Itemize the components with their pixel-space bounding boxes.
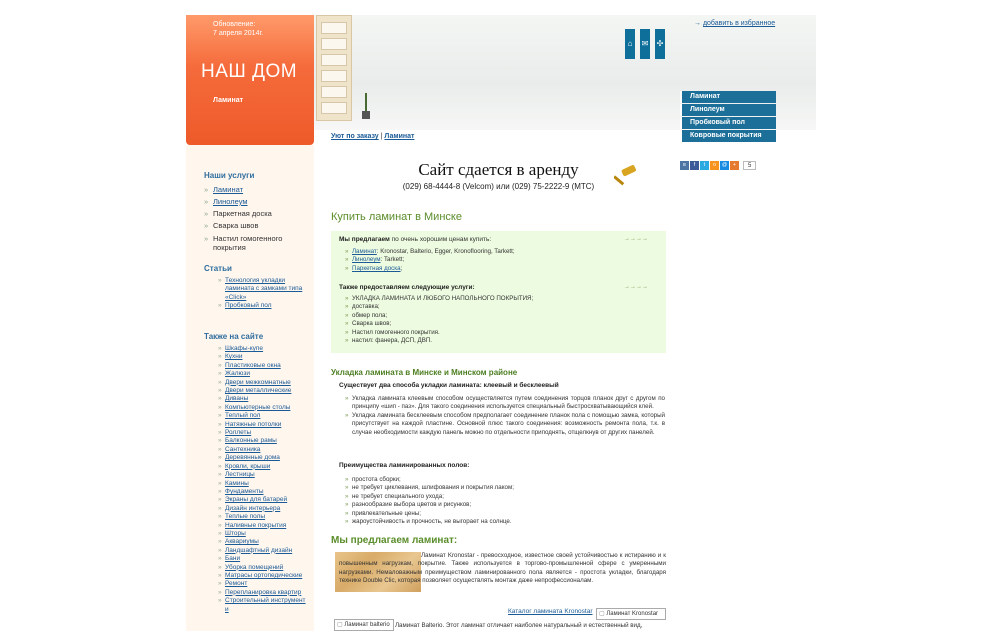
service-link-laminate[interactable]: Ламинат	[213, 185, 244, 194]
also-list-item-text[interactable]: Натяжные потолки	[225, 420, 282, 428]
also-list-item-text[interactable]: Ремонт	[225, 580, 248, 588]
also-list-item[interactable]	[218, 429, 310, 437]
also-list-item-text[interactable]: Наливные покрытия	[225, 521, 287, 529]
also-list	[218, 345, 310, 614]
breadcrumb: Уют по заказу | Ламинат	[331, 133, 415, 140]
service-provided-item-text: Настил гомогенного покрытия.	[352, 328, 440, 336]
article-link[interactable]: Технология укладки ламината с замками типа «Click»	[225, 277, 303, 301]
advantage-item	[345, 493, 665, 501]
also-list-item-text[interactable]: Диваны	[225, 395, 249, 403]
article-item	[218, 277, 310, 302]
advantage-item	[345, 501, 665, 509]
advantage-item-text: не требует специального ухода;	[352, 492, 444, 500]
also-list-item[interactable]	[218, 353, 310, 361]
also-list-item[interactable]	[218, 463, 310, 471]
also-list-item-text[interactable]: Шторы	[225, 529, 246, 537]
service-homogeneous: Настил гомогенного покрытия	[213, 234, 283, 252]
also-list-item-text[interactable]: Фундаменты	[225, 487, 264, 495]
also-list-item[interactable]	[218, 564, 310, 572]
also-list-item[interactable]	[218, 345, 310, 353]
advantage-item	[345, 518, 665, 526]
advantage-item-text: привлекательные цены;	[352, 509, 421, 517]
also-list-item[interactable]	[218, 522, 310, 530]
also-list-item[interactable]	[218, 547, 310, 555]
also-list-item-text[interactable]: Лестницы	[225, 471, 255, 479]
articles-list	[218, 277, 310, 311]
also-list-item[interactable]	[218, 580, 310, 588]
buy-item: » Ламинат: Kronostar, Balterio, Egger, Kronoflooring, Tarkett;	[345, 248, 515, 256]
arrows-decor: →→→→	[624, 236, 648, 242]
current-section: Ламинат	[213, 97, 244, 104]
also-list-item[interactable]	[218, 379, 310, 387]
kronostar-image[interactable]: ▢ Ламинат Kronostar	[596, 608, 666, 620]
service-welding: Сварка швов	[213, 221, 259, 230]
brand-block	[186, 15, 314, 145]
services-provided-list	[345, 295, 533, 345]
methods-list	[345, 395, 665, 437]
advantage-item-text: разнообразие выбора цветов и рисунков;	[352, 501, 472, 509]
top-nav-linoleum[interactable]: Линолеум	[680, 104, 776, 116]
service-item	[204, 184, 304, 196]
buy-link-laminate[interactable]: Ламинат	[352, 248, 377, 255]
service-provided-item	[345, 295, 533, 303]
also-list-item-text[interactable]: Теплые полы	[225, 513, 266, 521]
also-list-item[interactable]	[218, 480, 310, 488]
also-list-item[interactable]	[218, 513, 310, 521]
also-list-item-text[interactable]: Пластиковые окна	[225, 361, 281, 369]
also-list-item-text[interactable]: Теплый пол	[225, 412, 261, 420]
also-list-item-text[interactable]: Дизайн интерьера	[225, 504, 281, 512]
service-item	[204, 232, 304, 252]
buy-link-parquet[interactable]: Паркетная доска	[352, 264, 401, 272]
home-icon[interactable]: ⌂	[625, 29, 635, 59]
also-list-item-text[interactable]: Перепланировка квартир	[225, 588, 302, 596]
also-provide-heading: Также предоставляем следующие услуги:	[339, 284, 475, 291]
also-list-item-text[interactable]: Сантехника	[225, 445, 261, 453]
services-list	[204, 184, 304, 252]
advantage-item	[345, 484, 665, 492]
top-nav-cork-floor[interactable]: Пробковый пол	[680, 117, 776, 129]
services-heading: Наши услуги	[204, 171, 255, 180]
also-list-item-text[interactable]: Роллеты	[225, 429, 252, 437]
service-item	[204, 220, 304, 232]
also-list-item-text[interactable]: Жалюзи	[225, 370, 250, 378]
also-list-item[interactable]	[218, 395, 310, 403]
service-provided-item-text: доставка;	[352, 303, 380, 311]
kronostar-text: Ламинат Kronostar - превосходное, известное своей устойчивостью к истиранию и к повышенным нагрузкам, покрытие. Также используется в торгово-промышленной сфере с умеренными нагрузками. Немаловажным преимуществом ламинированного пола является - простота укладки, благодаря технике Double Clic, которая позволяет осуществлять монтаж даже непрофессионалам.	[339, 552, 666, 584]
plant-illustration	[361, 93, 371, 119]
add-to-favorites-link[interactable]: добавить в избранное	[702, 20, 776, 27]
service-provided-item	[345, 320, 533, 328]
also-list-item-text[interactable]: Двери межкомнатные	[225, 378, 291, 386]
we-offer-heading: Мы предлагаем ламинат:	[331, 535, 458, 546]
also-list-item[interactable]	[218, 404, 310, 412]
also-list-item[interactable]	[218, 421, 310, 429]
site-logo[interactable]: НАШ ДОМ	[201, 61, 298, 82]
also-list-item-text[interactable]: Экраны для батарей	[225, 496, 288, 504]
service-provided-item	[345, 337, 533, 345]
method-item: » Укладка ламината бесклеевым способом предполагает соединение планок пола с помощью замка, который присутствует на каждой пластине. Основной плюс такого соединения: возможность ремонта пола, т.к. в случае необходимости каждую панель можно по отдельности приподнять, отщелкнув от других панелей.	[345, 412, 665, 437]
facebook-icon[interactable]: f	[690, 161, 699, 170]
rent-title: Сайт сдается в аренду	[418, 160, 579, 179]
also-list-item[interactable]	[218, 387, 310, 395]
advantages-list	[345, 476, 665, 526]
service-link-linoleum[interactable]: Линолеум	[213, 197, 248, 206]
buy-item: » Линолеум: Tarkett;	[345, 256, 515, 264]
page	[186, 15, 816, 631]
rent-phones: (029) 68-4444-8 (Velcom) или (029) 75-2222-9 (МТС)	[402, 182, 595, 191]
update-label: Обновление:	[213, 21, 256, 28]
odnoklassniki-icon[interactable]: o	[710, 161, 719, 170]
also-list-item[interactable]	[218, 538, 310, 546]
advantage-item	[345, 510, 665, 518]
also-list-item[interactable]	[218, 572, 310, 580]
sidebar	[186, 145, 314, 631]
also-list-item-text[interactable]: Аквариумы	[225, 538, 259, 546]
service-parquet: Паркетная доска	[213, 209, 272, 218]
main-content	[331, 133, 666, 629]
mail-icon[interactable]: ✉	[640, 29, 650, 59]
offer-box	[331, 231, 666, 353]
articles-heading: Статьи	[204, 264, 232, 273]
article-link[interactable]: Пробковый пол	[225, 302, 272, 310]
service-provided-item-text: обмер пола;	[352, 311, 388, 319]
plus-icon[interactable]: +	[730, 161, 739, 170]
also-list-item-text[interactable]: Ландшафтный дизайн	[225, 546, 293, 554]
balterio-image[interactable]: ▢ Ламинат balterio	[334, 619, 394, 631]
also-list-item[interactable]	[218, 446, 310, 454]
also-heading: Также на сайте	[204, 332, 264, 341]
door-illustration	[316, 15, 352, 121]
buy-link-linoleum[interactable]: Линолеум	[352, 256, 381, 264]
also-list-item-text[interactable]: Шкафы-купе	[225, 345, 264, 352]
advantage-item-text: простота сборки;	[352, 476, 401, 483]
service-item	[204, 196, 304, 208]
service-item	[204, 208, 304, 220]
method-item: » Укладка ламината клеевым способом осуществляется путем соединения торцов планок друг с другом по принципу «шип - паз». Для такого соединения используется специальный быстросхватывающийся клей.	[345, 395, 665, 412]
also-list-item[interactable]	[218, 370, 310, 378]
also-list-item[interactable]	[218, 496, 310, 504]
service-provided-item	[345, 312, 533, 320]
twitter-icon[interactable]: t	[700, 161, 709, 170]
also-list-item-text[interactable]: Деревянные дома	[225, 454, 280, 462]
top-nav	[680, 91, 776, 143]
add-to-favorites[interactable]: → добавить в избранное	[694, 20, 776, 27]
also-list-item-text[interactable]: Строительный инструмент и	[225, 597, 306, 613]
also-list-item[interactable]	[218, 530, 310, 538]
top-nav-carpet[interactable]: Ковровые покрытия	[680, 130, 776, 142]
also-list-item-text[interactable]: Компьютерные столы	[225, 403, 291, 411]
buy-item: » Паркетная доска;	[345, 265, 515, 273]
update-date: 7 апреля 2014г.	[213, 30, 264, 37]
service-provided-item	[345, 303, 533, 311]
share-bar	[680, 161, 756, 171]
kronostar-catalog-link[interactable]: Каталог ламината Kronostar	[508, 608, 593, 615]
balterio-text: Ламинат Balterio. Этот ламинат отличает наиболее натуральный и естественный вид,	[395, 622, 643, 629]
service-provided-item-text: УКЛАДКА ЛАМИНАТА И ЛЮБОГО НАПОЛЬНОГО ПОКРЫТИЯ;	[352, 295, 534, 302]
moimir-icon[interactable]: @	[721, 162, 728, 168]
also-list-item[interactable]	[218, 412, 310, 420]
breadcrumb-link-home[interactable]: Уют по заказу	[331, 133, 379, 140]
service-provided-item-text: настил: фанера, ДСП, ДВП.	[352, 337, 433, 345]
advantage-item-text: не требует циклевания, шлифования и покрытия лаком;	[352, 484, 514, 492]
also-list-item-text[interactable]: Кровли, крыши	[225, 462, 271, 470]
also-list-item-text[interactable]: Кухни	[225, 353, 243, 361]
breadcrumb-link-laminate[interactable]: Ламинат	[384, 133, 415, 140]
also-list-item[interactable]	[218, 471, 310, 479]
top-nav-laminate[interactable]: Ламинат	[680, 91, 776, 103]
buy-laminate-heading: Купить ламинат в Минске	[331, 211, 462, 223]
share-count: 5	[743, 161, 756, 170]
article-item	[218, 302, 310, 310]
advantages-title: Преимущества ламинированных полов:	[339, 462, 470, 469]
also-list-item[interactable]	[218, 437, 310, 445]
sitemap-icon[interactable]: ✣	[655, 29, 665, 59]
vk-icon[interactable]: в	[680, 161, 689, 170]
service-provided-item-text: Сварка швов;	[352, 320, 392, 328]
advantage-item	[345, 476, 665, 484]
also-list-item[interactable]	[218, 589, 310, 597]
buy-list	[345, 248, 515, 273]
also-list-item[interactable]	[218, 454, 310, 462]
also-list-item-text[interactable]: Двери металлические	[225, 387, 292, 395]
also-list-item-text[interactable]: Балконные рамы	[225, 437, 277, 445]
also-list-item[interactable]	[218, 505, 310, 513]
also-list-item-text[interactable]: Камины	[225, 479, 249, 487]
installation-heading: Укладка ламината в Минске и Минском районе	[331, 368, 518, 377]
also-list-item[interactable]	[218, 362, 310, 370]
also-list-item[interactable]	[218, 597, 310, 614]
also-list-item[interactable]	[218, 555, 310, 563]
update-info	[213, 20, 263, 38]
also-list-item-text[interactable]: Бани	[225, 555, 241, 563]
service-provided-item	[345, 329, 533, 337]
advantage-item-text: жароустойчивость и прочность, не выгорает на солнце.	[352, 518, 512, 526]
also-list-item-text[interactable]: Матрасы ортопедические	[225, 571, 303, 579]
arrows-decor: →→→→	[624, 284, 648, 290]
methods-title: Существует два способа укладки ламината: клеевый и бесклеевый	[339, 382, 559, 389]
also-list-item-text[interactable]: Уборка помещений	[225, 563, 284, 571]
gavel-icon	[614, 165, 638, 187]
offer-intro: Мы предлагаем по очень хорошим ценам купить:	[339, 236, 492, 243]
